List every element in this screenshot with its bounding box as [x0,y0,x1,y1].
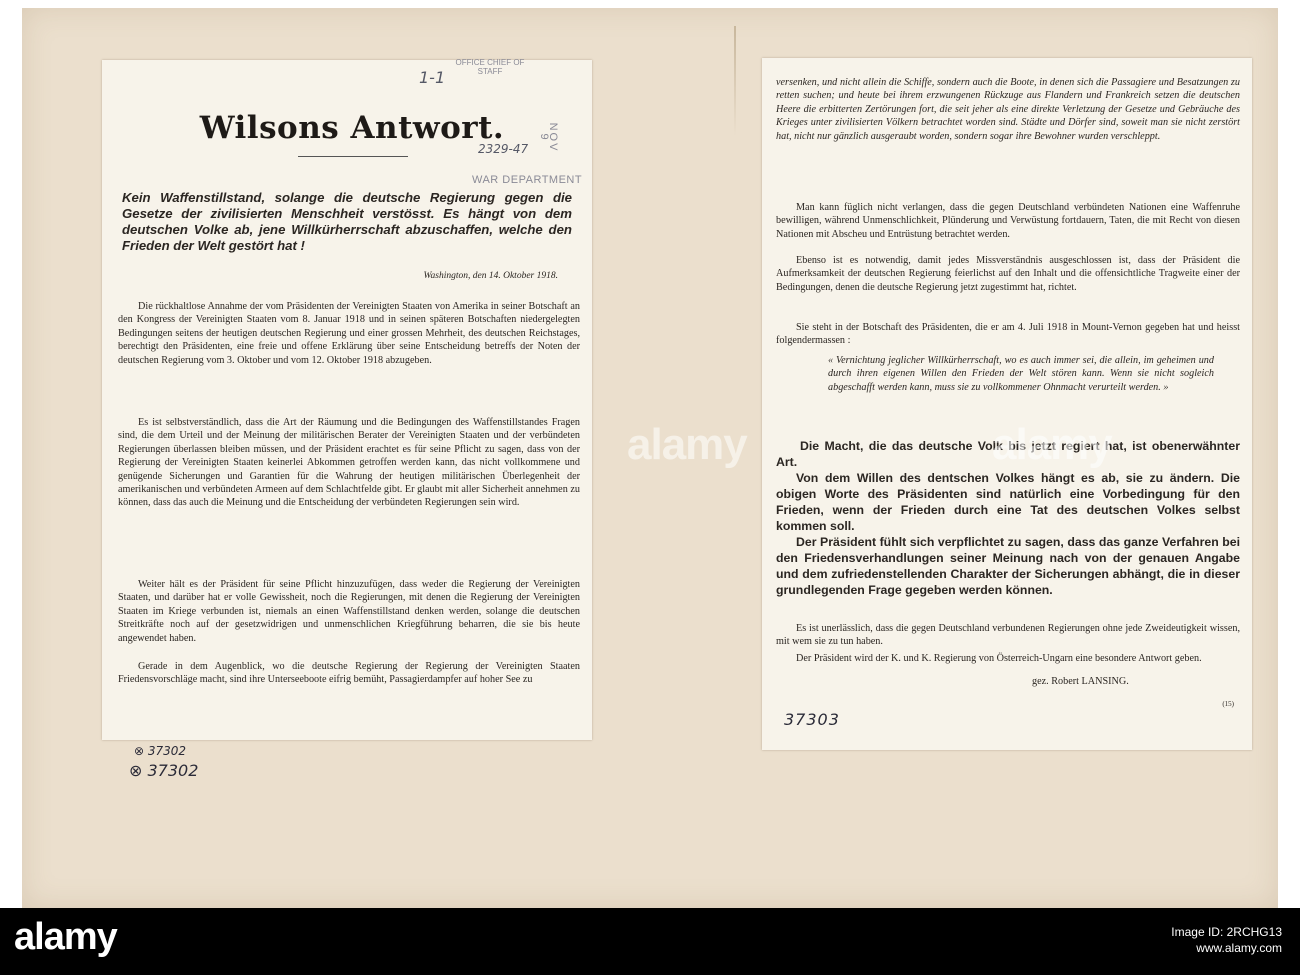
lead-statement: Kein Waffenstillstand, solange die deutsche Regierung gegen die Gesetze der zivilisierten Menschheit verstösst. Es hängt von dem deutschen Volke ab, jene Willkürherrschaft abzuschaffen, welche den Frieden der Welt gestört hat ! [122,190,572,253]
bold-paragraph: Die Macht, die das deutsche Volk bis jetzt regiert hat, ist obenerwähnter Art. [776,439,1240,469]
continuation-paragraph: versenken, und nicht allein die Schiffe, sondern auch die Boote, in denen sich die Passagiere und Besatzungen zu retten suchen; und heute bei ihrem erzwungenen Rückzuge aus Flandern und Frankreich setzen die deutschen Heere die erbitterten Zertörungen fort, die seit jeher als eine direkte Verletzung der Gesetze und Gebräuche des Krieges unter zivilisierten Völkern betrachtet worden sind. Städte und Dörfer sind, soweit man sie nicht zerstört hat, nicht nur gänzlich ausgeraubt worden, sondern sogar ihre Bewohner wurden verschleppt. [776,77,1240,142]
body-paragraph: Weiter hält es der Präsident für seine Pflicht hinzuzufügen, dass weder die Regierung der Vereinigten Staaten, und darüber hat er volle Gewissheit, noch die Regierungen, mit denen die Regierung der Vereinigten Staaten im Kriege verbunden ist, niemals an einen Waffenstillstand denken werden, solange die deutschen Streitkräfte noch auf der gesetzwidrigen und unmenschlichen Kriegführung beharren, die sie bis heute angewendet haben. [118,579,580,644]
pen-reference-number: ⊗ 37302 [134,744,187,758]
left-page [102,60,592,740]
title-underline [298,156,408,157]
closing-paragraph: Der Präsident wird der K. und K. Regierung von Österreich-Ungarn eine besondere Antwort geben. [796,653,1202,664]
bold-paragraph: Der Präsident fühlt sich verpflichtet zu sagen, dass das ganze Verfahren bei den Friedensverhandlungen seiner Meinung nach von der genauen Angabe und dem zufriedenstellenden Charakter der Sicherungen abhängt, die in dieser grundlegenden Frage gegeben werden können. [776,535,1240,597]
mounting-board [22,8,1278,908]
site-url: www.alamy.com [1196,941,1282,955]
pen-reference-number: ⊗ 37302 [129,761,199,780]
closing-paragraph: Es ist unerlässlich, dass die gegen Deutschland verbundenen Regierungen ohne jede Zweideutigkeit wissen, mit wem sie zu tun haben. [776,623,1240,648]
date-stamp: NOV 9 [538,122,559,153]
document-title: Wilsons Antwort. [199,110,505,146]
signature-line: gez. Robert LANSING. [1032,676,1129,687]
image-id-label: Image ID: 2RCHG13 [1171,925,1282,939]
presidential-quote: « Vernichtung jeglicher Willkürherrschaft, wo es auch immer sei, die allein, im geheimen und durch ihren eigenen Willen den Frieden der Welt stören kann. Wenn sie nicht sogleich abgeschafft werden kann, muss sie zu vollkommener Ohnmacht verurteilt werden. » [828,355,1214,393]
body-paragraph: Man kann füglich nicht verlangen, dass die gegen Deutschland verbündeten Nationen eine Waffenruhe bewilligen, während Unmenschlichkeit, Plünderung und Verwüstung fortdauern, Taten, die mit Recht von diesen Nationen mit Abscheu und Entrüstung betrachtet werden. [776,202,1240,240]
body-paragraph: Die rückhaltlose Annahme der vom Präsidenten der Vereinigten Staaten von Amerika in seiner Botschaft an den Kongress der Vereinigten Staaten vom 8. Januar 1918 und in seinen späteren Botschaften niedergelegten Bedingungen seitens der heutigen deutschen Regierung und einer grossen Mehrheit, des deutschen Reichstages, berechtigt den Präsidenten, eine freie und offene Erklärung über seine Entscheidung betreffs der Noten der deutschen Regierung vom 3. Oktober und vom 12. Oktober 1918 abzugeben. [118,301,580,366]
alamy-logo: alamy [14,916,117,958]
watermark: alamy [627,420,747,469]
bold-statement [776,438,1240,598]
war-department-stamp: WAR DEPARTMENT [472,174,583,186]
dateline: Washington, den 14. Oktober 1918. [423,271,558,281]
image-id [1171,924,1282,956]
handwritten-file-number: 2329-47 [478,142,529,156]
board-crease [734,26,736,136]
body-paragraph: Es ist selbstverständlich, dass die Art der Räumung und die Bedingungen des Waffenstillstandes Fragen sind, die dem Urteil und der Meinung der militärischen Berater der Vereinigten Staaten und der verbündeten Regierungen überlassen bleiben müssen, und der Präsident erachtet es für seine Pflicht zu sagen, dass von der Regierung der Vereinigten Staaten keinerlei Abkommen getroffen werden kann, das nicht vollkommene und genügende Sicherungen und Garantien für die Wahrung der heutigen militärischen Überlegenheit der amerikanischen und verbündeten Armeen auf dem Schlachtfelde gibt. Er glaubt mit aller Sicherheit annehmen zu können, dass das auch die Meinung und die Entscheidung der verbündeten Regierungen sein wird. [118,417,580,509]
right-page [762,58,1252,750]
body-paragraph: Ebenso ist es notwendig, damit jedes Missverständnis ausgeschlossen ist, dass der Präsident die Aufmerksamkeit der deutschen Regierung feierlichst auf den Inhalt und die offensichtliche Tragweite einer der Bedingungen, denen die deutsche Regierung jetzt zugestimmt hat, richtet. [776,255,1240,293]
body-paragraph: Gerade in dem Augenblick, wo die deutsche Regierung der Regierung der Vereinigten Staaten Friedensvorschläge macht, sind ihre Unterseeboote eifrig bemüht, Passagierdampfer auf hoher See zu [118,661,580,686]
stock-banner [0,908,1300,975]
page-number: (15) [1222,700,1234,708]
bold-paragraph: Von dem Willen des dentschen Volkes hängt es ab, sie zu ändern. Die obigen Worte des Präsidenten sind natürlich eine Vorbedingung für den Frieden, wenn der Frieden durch eine Tat des deutschen Volkes selbst kommen soll. [776,471,1240,533]
watermark: alamy [992,420,1112,469]
body-paragraph: Sie steht in der Botschaft des Präsidenten, die er am 4. Juli 1918 in Mount-Vernon gegeben hat und heisst folgendermassen : [776,322,1240,347]
pen-reference-number: 37303 [784,710,840,729]
handwritten-mark: 1-1 [419,68,446,87]
office-stamp: OFFICE CHIEF OF STAFF [455,58,525,76]
